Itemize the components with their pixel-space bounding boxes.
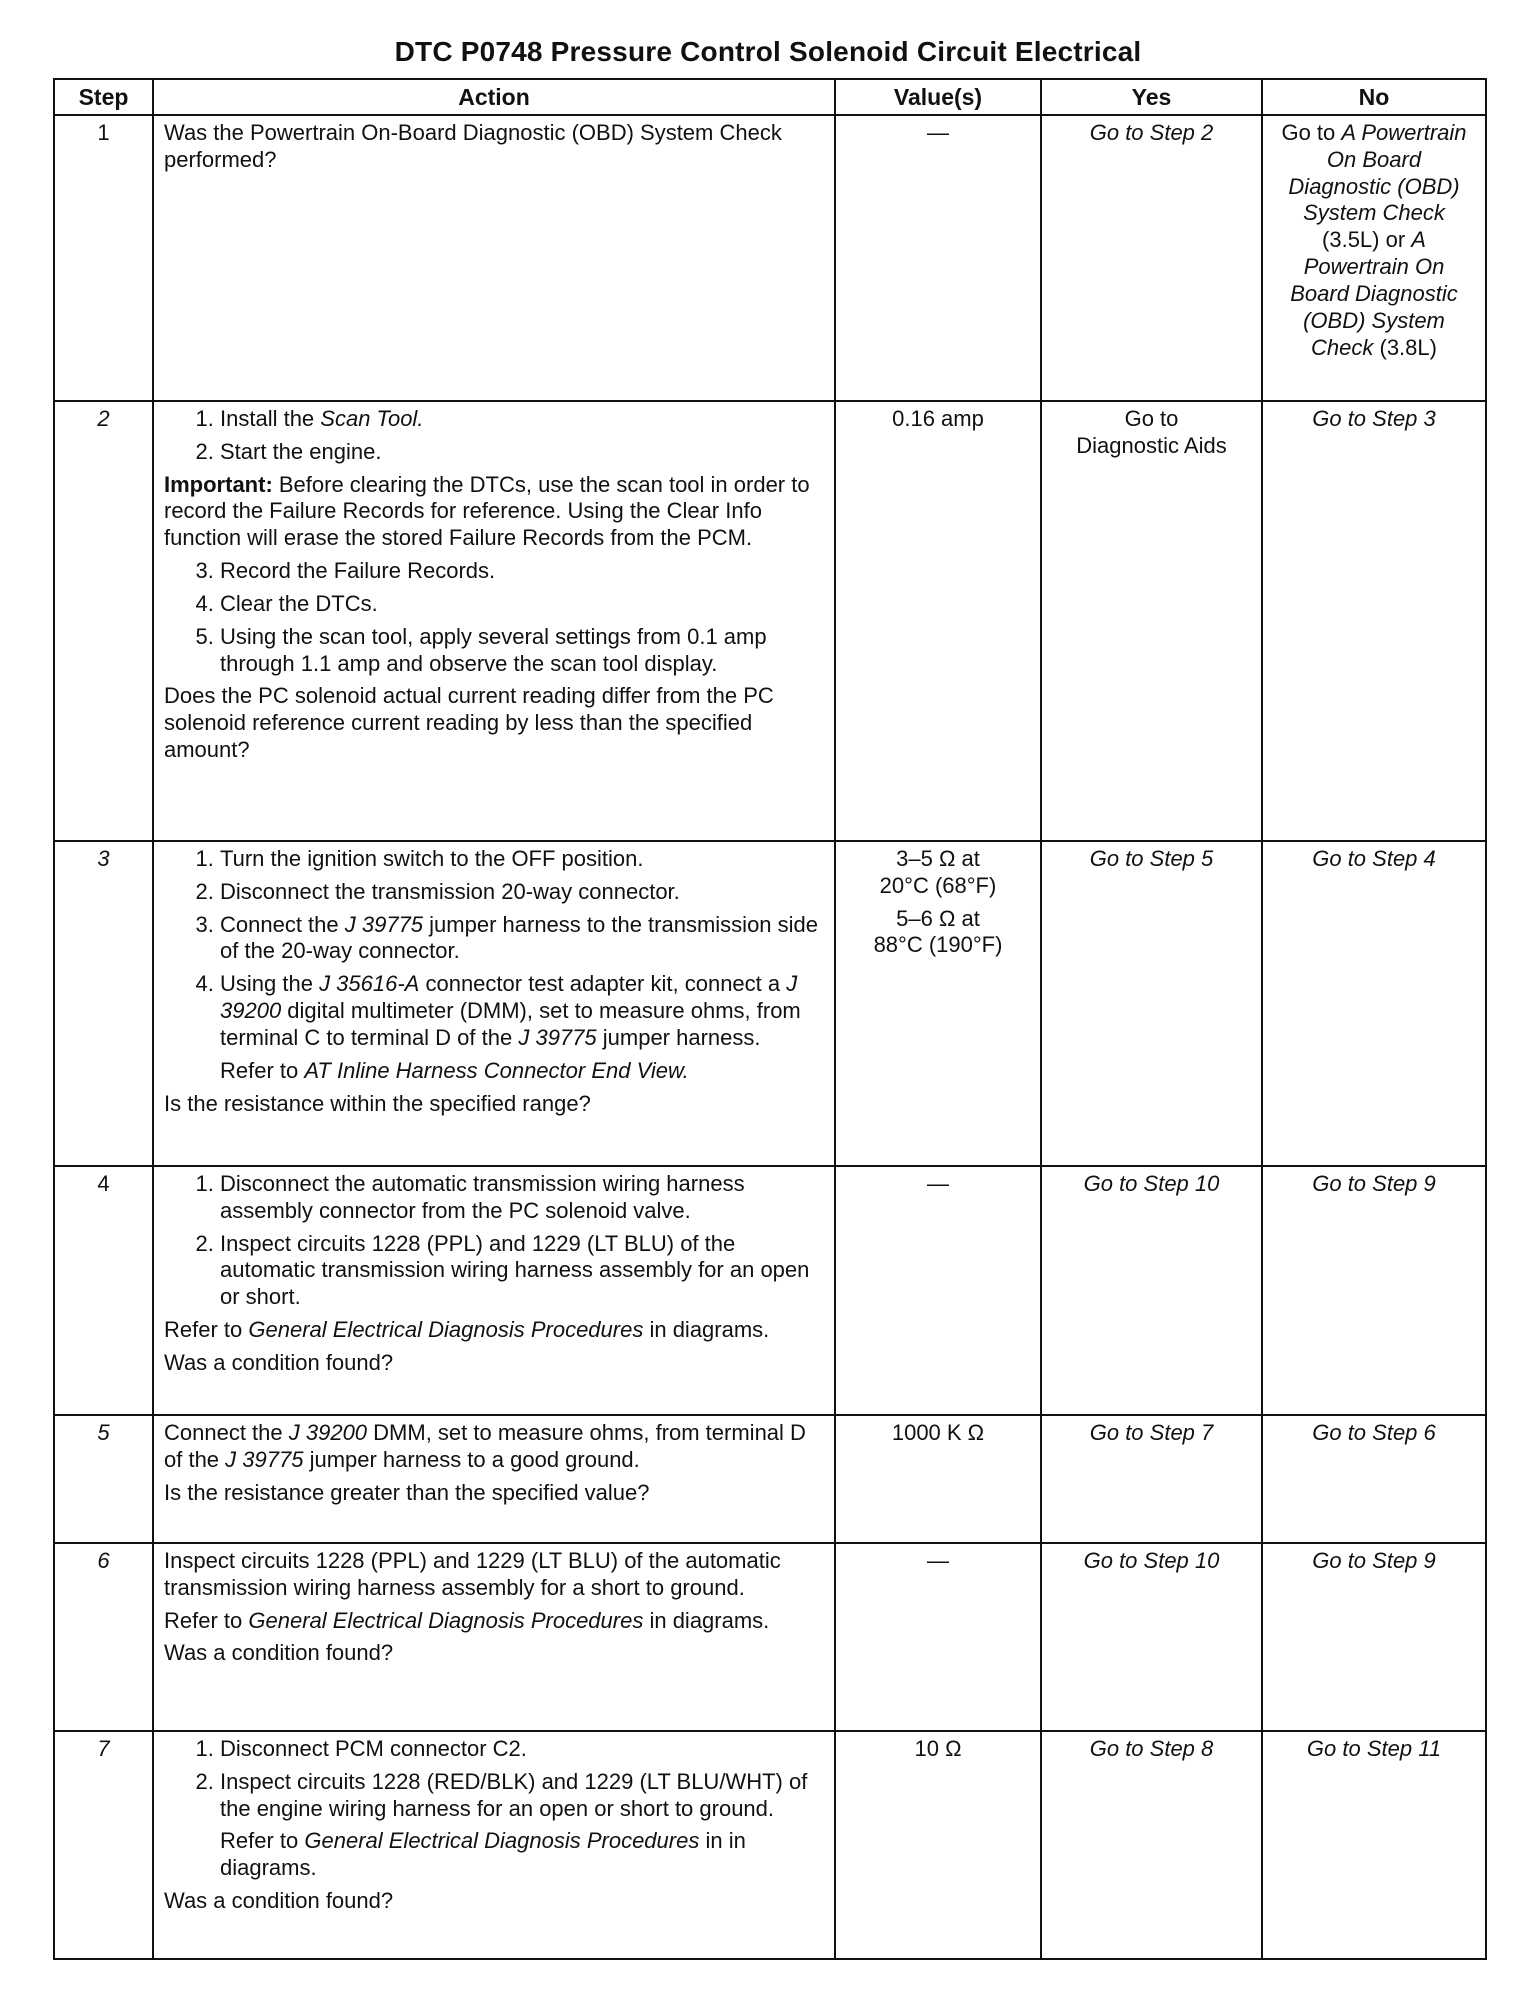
no-cell: Go to Step 9 xyxy=(1262,1543,1486,1731)
tool-reference: J 39200 xyxy=(288,1420,368,1445)
important-note xyxy=(164,472,824,552)
instruction-list xyxy=(164,846,824,1052)
list-item xyxy=(220,971,824,1051)
yes-cell: Go to Step 8 xyxy=(1041,1731,1262,1959)
action-cell xyxy=(153,1166,835,1415)
reference-link[interactable]: AT Inline Harness Connector End View. xyxy=(304,1057,689,1083)
refer-text: in in diagrams. xyxy=(220,1828,746,1881)
no-cell xyxy=(1262,115,1486,401)
reference-link[interactable]: General Electrical Diagnosis Procedures xyxy=(248,1317,644,1343)
tool-reference: J 35616-A xyxy=(319,971,420,997)
list-item: 1. Disconnect the automatic transmission wiring harness assembly connector from the PC solenoid valve. xyxy=(220,1171,824,1225)
reference-link[interactable]: A Powertrain On Board Diagnostic (OBD) System Check xyxy=(1288,120,1467,226)
engine-note: (3.8L) xyxy=(1379,334,1437,360)
important-label: Important: xyxy=(164,471,273,497)
value-cell: 10 Ω xyxy=(835,1731,1041,1959)
instruction-part: DMM, set to measure ohms, from terminal D of the xyxy=(164,1420,806,1472)
refer-text: in diagrams. xyxy=(643,1607,770,1633)
question-text: Is the resistance greater than the specified value? xyxy=(164,1479,650,1505)
list-item: 2. Disconnect the transmission 20-way connector. xyxy=(220,879,824,906)
question-text: Is the resistance within the specified range? xyxy=(164,1090,591,1116)
list-item: 5. Using the scan tool, apply several settings from 0.1 amp through 1.1 amp and observe the scan tool display. xyxy=(220,624,824,678)
list-item: 2. Start the engine. xyxy=(220,439,824,466)
instruction-part: jumper harness to a good ground. xyxy=(303,1446,640,1472)
diagnostic-table xyxy=(53,78,1487,1960)
engine-note: (3.5L) or xyxy=(1322,227,1406,253)
go-to-text: Go to xyxy=(1281,120,1336,145)
header-action: Action xyxy=(153,79,835,115)
list-item: 1. Turn the ignition switch to the OFF position. xyxy=(220,846,824,873)
tool-reference: J 39200 xyxy=(220,971,798,1024)
question-text: Was a condition found? xyxy=(164,1888,394,1914)
reference-link[interactable]: Diagnostic Aids xyxy=(1076,432,1227,458)
tool-reference: J 39775 xyxy=(225,1446,304,1472)
refer-note xyxy=(164,1608,824,1635)
action-cell xyxy=(153,115,835,401)
table-row xyxy=(54,1543,1486,1731)
table-header-row xyxy=(54,79,1486,115)
value-line: 20°C (68°F) xyxy=(879,872,997,898)
instruction-list xyxy=(164,1736,824,1822)
table-row xyxy=(54,1415,1486,1543)
no-cell: Go to Step 4 xyxy=(1262,841,1486,1166)
refer-note xyxy=(164,1317,824,1344)
tool-reference: J 39775 xyxy=(518,1024,597,1050)
step-number: 5 xyxy=(54,1415,153,1543)
value-cell: — xyxy=(835,1543,1041,1731)
value-line: 5–6 Ω at xyxy=(896,905,980,931)
reference-link[interactable]: A Powertrain On Board Diagnostic (OBD) System Check xyxy=(1290,227,1458,360)
refer-note xyxy=(164,1828,824,1882)
yes-cell: Go to Step 5 xyxy=(1041,841,1262,1166)
no-cell: Go to Step 6 xyxy=(1262,1415,1486,1543)
list-item xyxy=(220,406,824,433)
action-cell xyxy=(153,1543,835,1731)
action-cell xyxy=(153,1415,835,1543)
value-cell: 0.16 amp xyxy=(835,401,1041,841)
reference-link[interactable]: General Electrical Diagnosis Procedures xyxy=(304,1828,700,1854)
instruction-text: connector test adapter kit, connect a xyxy=(419,971,787,997)
step-number: 7 xyxy=(54,1731,153,1959)
instruction-list xyxy=(164,1171,824,1311)
refer-text: in diagrams. xyxy=(643,1317,770,1343)
instruction-text: Install the xyxy=(220,406,321,431)
instruction-text: digital multimeter (DMM), set to measure ohms, from terminal C to terminal D of the xyxy=(220,998,801,1050)
yes-cell xyxy=(1041,401,1262,841)
reference-link[interactable]: General Electrical Diagnosis Procedures xyxy=(248,1607,644,1633)
list-item: 2. Inspect circuits 1228 (PPL) and 1229 (LT BLU) of the automatic transmission wiring harness assembly for an open or short. xyxy=(220,1231,824,1311)
header-no: No xyxy=(1262,79,1486,115)
question-text: Does the PC solenoid actual current reading differ from the PC solenoid reference current reading by less than the specified amount? xyxy=(164,683,774,763)
refer-text: Refer to xyxy=(220,1057,305,1083)
question-text: Was a condition found? xyxy=(164,1640,394,1666)
step-number: 2 xyxy=(54,401,153,841)
tool-reference: J 39775 xyxy=(344,911,424,937)
refer-text: Refer to xyxy=(164,1607,249,1633)
instruction-list xyxy=(164,558,824,677)
tool-reference: Scan Tool. xyxy=(320,406,424,431)
table-row xyxy=(54,115,1486,401)
question-text: Was the Powertrain On-Board Diagnostic (OBD) System Check performed? xyxy=(164,120,782,172)
step-number: 1 xyxy=(54,115,153,401)
go-to-text: Go to xyxy=(1124,406,1179,431)
action-cell xyxy=(153,401,835,841)
instruction-text: Connect the xyxy=(220,911,345,937)
table-row xyxy=(54,1731,1486,1959)
instruction-text: Using the xyxy=(220,971,320,997)
value-cell: — xyxy=(835,115,1041,401)
value-cell xyxy=(835,841,1041,1166)
list-item: 3. Record the Failure Records. xyxy=(220,558,824,585)
no-cell: Go to Step 11 xyxy=(1262,1731,1486,1959)
value-cell: — xyxy=(835,1166,1041,1415)
list-item: 1. Disconnect PCM connector C2. xyxy=(220,1736,824,1763)
step-number: 3 xyxy=(54,841,153,1166)
header-values: Value(s) xyxy=(835,79,1041,115)
refer-text: Refer to xyxy=(164,1317,249,1343)
instruction-text: jumper harness to the transmission side of the 20-way connector. xyxy=(220,911,819,964)
value-line: 3–5 Ω at xyxy=(896,846,980,871)
table-row xyxy=(54,401,1486,841)
list-item xyxy=(220,912,824,966)
action-cell xyxy=(153,1731,835,1959)
instruction-part: Connect the xyxy=(164,1420,289,1445)
refer-text: Refer to xyxy=(220,1828,305,1854)
action-cell xyxy=(153,841,835,1166)
no-cell: Go to Step 9 xyxy=(1262,1166,1486,1415)
instruction-text: jumper harness. xyxy=(596,1024,761,1050)
header-step: Step xyxy=(54,79,153,115)
step-number: 4 xyxy=(54,1166,153,1415)
list-item: 4. Clear the DTCs. xyxy=(220,591,824,618)
yes-cell: Go to Step 2 xyxy=(1041,115,1262,401)
instruction-list xyxy=(164,406,824,466)
value-line: 88°C (190°F) xyxy=(873,932,1003,958)
page-title: DTC P0748 Pressure Control Solenoid Circuit Electrical xyxy=(394,36,1142,67)
table-row xyxy=(54,1166,1486,1415)
header-yes: Yes xyxy=(1041,79,1262,115)
yes-cell: Go to Step 10 xyxy=(1041,1166,1262,1415)
list-item: 2. Inspect circuits 1228 (RED/BLK) and 1229 (LT BLU/WHT) of the engine wiring harness for an open or short to ground. xyxy=(220,1769,824,1823)
instruction-text: Inspect circuits 1228 (PPL) and 1229 (LT BLU) of the automatic transmission wiring harness assembly for a short to ground. xyxy=(164,1548,781,1600)
step-number: 6 xyxy=(54,1543,153,1731)
refer-note xyxy=(164,1058,824,1085)
no-cell: Go to Step 3 xyxy=(1262,401,1486,841)
question-text: Was a condition found? xyxy=(164,1349,394,1375)
yes-cell: Go to Step 10 xyxy=(1041,1543,1262,1731)
yes-cell: Go to Step 7 xyxy=(1041,1415,1262,1543)
instruction-text xyxy=(164,1420,824,1474)
table-row xyxy=(54,841,1486,1166)
value-cell: 1000 K Ω xyxy=(835,1415,1041,1543)
important-text: Before clearing the DTCs, use the scan tool in order to record the Failure Records for reference. Using the Clear Info function will erase the stored Failure Records from the PCM. xyxy=(164,471,810,551)
